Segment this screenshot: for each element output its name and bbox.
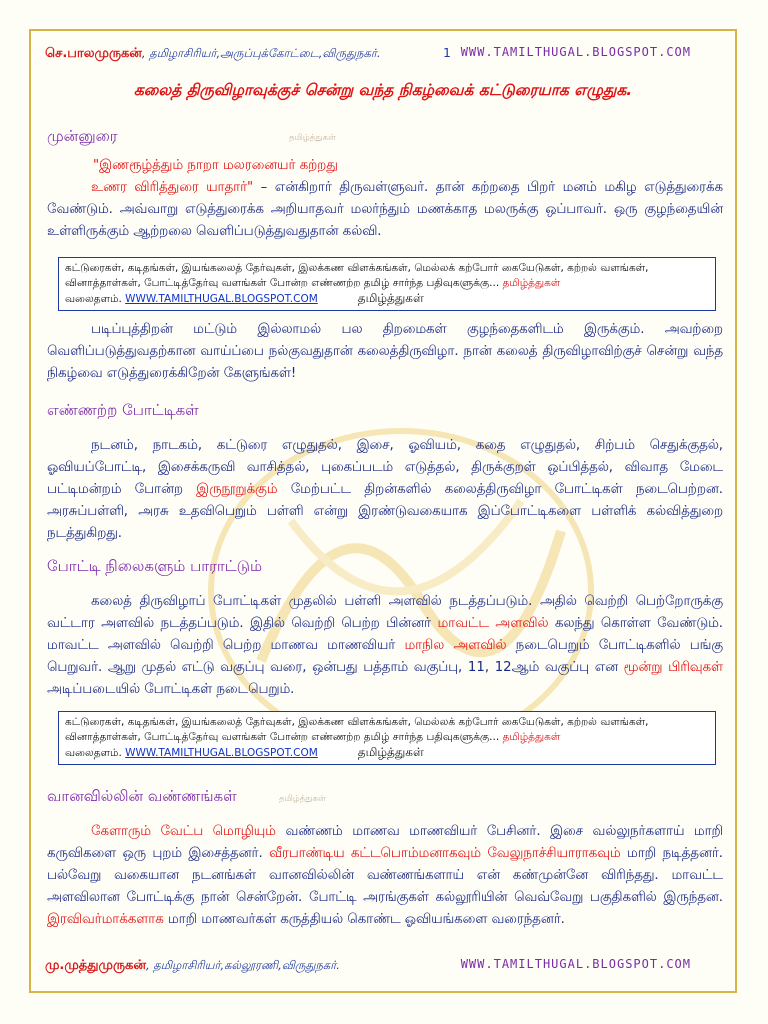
page-number: 1	[443, 45, 451, 60]
footer-role: , தமிழாசிரியர்,கல்லூரணி,விருதுநகர்.	[145, 958, 340, 972]
promo-link-2[interactable]: WWW.TAMILTHUGAL.BLOGSPOT.COM	[125, 747, 318, 759]
page-header	[45, 45, 721, 67]
heading-intro: முன்னுரை	[47, 127, 118, 145]
footer-url[interactable]: WWW.TAMILTHUGAL.BLOGSPOT.COM	[460, 957, 691, 971]
page-title: கலைத் திருவிழாவுக்குச் சென்று வந்த நிகழ்வைக் கட்டுரையாக எழுதுக.	[133, 81, 633, 99]
levels-paragraph: கலைத் திருவிழாப் போட்டிகள் முதலில் பள்ளி அளவில் நடத்தப்படும். அதில் வெற்றி பெற்றோருக்கு வட்டார அளவில் நடத்தப்படும். இதில் வெற்றி பெற்ற பின்னர் மாவட்ட அளவில் கலந்து கொள்ள வேண்டும். மாவட்ட அளவில் வெற்றி பெற்ற மாணவ மாணவியர் மாநில அளவில் நடைபெறும் போட்டிகளில் பங்கு பெறுவர். ஆறு முதல் எட்டு வகுப்பு வரை, ஒன்பது பத்தாம் வகுப்பு, 11, 12ஆம் வகுப்பு என மூன்று பிரிவுகள் அடிப்படையில் போட்டிகள் நடைபெறும்.	[47, 594, 723, 697]
page-footer	[45, 957, 721, 977]
header-url[interactable]: WWW.TAMILTHUGAL.BLOGSPOT.COM	[460, 45, 691, 59]
quote-line-2: உணர விரித்துரை யாதார்"	[91, 180, 254, 195]
promo-link-1[interactable]: WWW.TAMILTHUGAL.BLOGSPOT.COM	[125, 293, 318, 305]
promo-brand-2: தமிழ்த்துகள்	[357, 745, 424, 759]
watermark-text: தமிழ்த்துகள்	[279, 794, 326, 804]
promo-box-2: கட்டுரைகள், கடிதங்கள், இயங்கலைத் தேர்வுகள், இலக்கண விளக்கங்கள், மெல்லக் கற்போர் கையேடுகள், கற்றல் வளங்கள், வினாத்தாள்கள், போட்டித்தேர்வு வளங்கள் போன்ற எண்ணற்ற தமிழ் சார்ந்த பதிவுகளுக்கு... தமிழ்த்துகள் வலைதளம். WWW.TAMILTHUGAL.BLOGSPOT.COM தமிழ்த்துகள்	[58, 711, 716, 765]
quote-line-1: "இணரூழ்த்தும் நாறா மலரனையர் கற்றது	[93, 158, 338, 173]
intro-paragraph-2: படிப்புத்திறன் மட்டும் இல்லாமல் பல திறமைகள் குழந்தைகளிடம் இருக்கும். அவற்றை வெளிப்படுத்துவதற்கான வாய்ப்பை நல்குவதுதான் கலைத்திருவிழா. நான் கலைத் திருவிழாவிற்குச் சென்று வந்த நிகழ்வை எடுத்துரைக்கிறேன் கேளுங்கள்!	[47, 322, 723, 381]
heading-levels: போட்டி நிலைகளும் பாராட்டும்	[47, 557, 263, 575]
promo-brand-1: தமிழ்த்துகள்	[357, 291, 424, 305]
heading-rainbow: வானவில்லின் வண்ணங்கள்	[47, 787, 237, 805]
promo-box-1: கட்டுரைகள், கடிதங்கள், இயங்கலைத் தேர்வுகள், இலக்கண விளக்கங்கள், மெல்லக் கற்போர் கையேடுகள், கற்றல் வளங்கள், வினாத்தாள்கள், போட்டித்தேர்வு வளங்கள் போன்ற எண்ணற்ற தமிழ் சார்ந்த பதிவுகளுக்கு... தமிழ்த்துகள் வலைதளம். WWW.TAMILTHUGAL.BLOGSPOT.COM தமிழ்த்துகள்	[58, 257, 716, 311]
header-author: செ.பாலமுருகன்	[45, 46, 142, 61]
competitions-paragraph: நடனம், நாடகம், கட்டுரை எழுதுதல், இசை, ஓவியம், கதை எழுதுதல், சிற்பம் செதுக்குதல், ஓவியப்போட்டி, இசைக்கருவி வாசித்தல், புகைப்படம் எடுத்தல், திருக்குறள் ஒப்பித்தல், விவாத மேடை பட்டிமன்றம் போன்ற இருநூறுக்கும் மேற்பட்ட திறன்களில் கலைத்திருவிழா போட்டிகள் நடைபெற்றன. அரசுப்பள்ளி, அரசு உதவிபெறும் பள்ளி என்று இரண்டுவகையாக இப்போட்டிகளை பள்ளிக் கல்வித்துறை நடத்துகிறது.	[47, 438, 723, 541]
watermark-text: தமிழ்த்துகள்	[289, 133, 336, 143]
intro-paragraph	[47, 155, 723, 243]
footer-author: மு.முத்துமுருகன்	[45, 958, 146, 973]
rainbow-paragraph: கேளாரும் வேட்ப மொழியும் வண்ணம் மாணவ மாணவியர் பேசினர். இசை வல்லுநர்களாய் மாறி கருவிகளை ஒரு புறம் இசைத்தனர். வீரபாண்டிய கட்டபொம்மனாகவும் வேலுநாச்சியாராகவும் மாறி நடித்தனர். பல்வேறு வகையான நடனங்கள் வானவில்லின் வண்ணங்களாய் என் கண்முன்னே விரிந்தது. மாவட்ட அளவிலான போட்டிக்கு நான் சென்றேன். போட்டி அரங்குகள் கல்லூரியின் வெவ்வேறு பகுதிகளில் இருந்தன. இரவிவர்மாக்களாக மாறி மாணவர்கள் கருத்தியல் கொண்ட ஓவியங்களை வரைந்தனர்.	[47, 824, 724, 927]
heading-competitions: எண்ணற்ற போட்டிகள்	[47, 401, 199, 419]
page-frame	[29, 29, 737, 993]
header-role: , தமிழாசிரியர்,அருப்புக்கோட்டை,விருதுநகர்.	[141, 46, 381, 60]
intro-text: – என்கிறார் திருவள்ளுவர். தான் கற்றதை பிறர் மனம் மகிழ எடுத்துரைக்க வேண்டும். அவ்வாறு எடுத்துரைக்க அறியாதவர் மலர்ந்தும் மணக்காத மலருக்கு ஒப்பாவர். ஒரு குழந்தையின் உள்ளிருக்கும் ஆற்றலை வெளிப்படுத்துவதுதான் கல்வி.	[47, 180, 723, 239]
